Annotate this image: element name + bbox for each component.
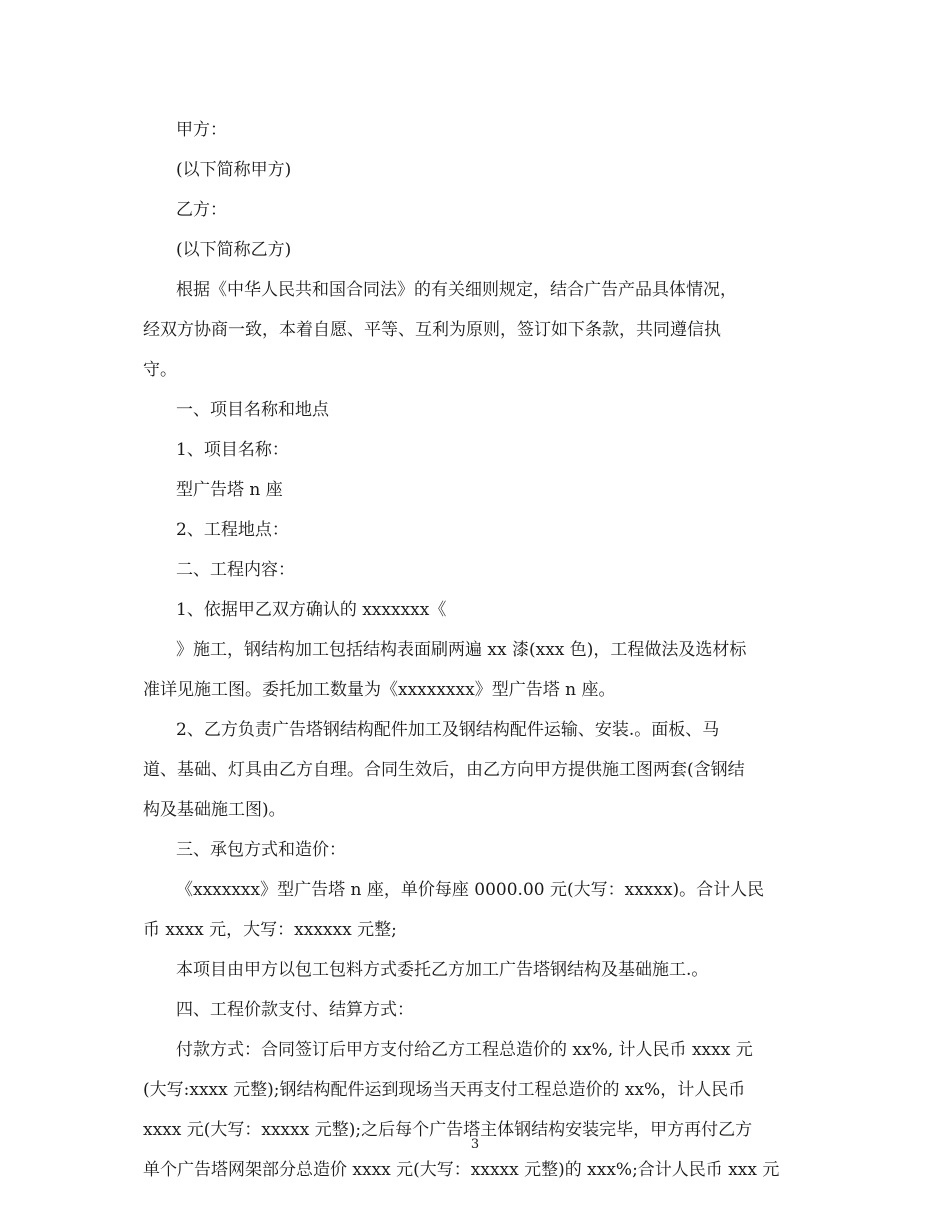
- document-body: [143, 117, 815, 1197]
- text-line: (以下简称甲方): [176, 160, 292, 180]
- text-line: 经双方协商一致，本着自愿、平等、互利为原则，签订如下条款，共同遵信执: [143, 320, 721, 340]
- text-line: 乙方：: [176, 200, 227, 220]
- text-line: 二、工程内容：: [176, 560, 295, 580]
- text-line: 1、依据甲乙双方确认的 xxxxxxx《: [176, 600, 447, 620]
- text-line: 型广告塔 n 座: [176, 480, 283, 500]
- text-line: 四、工程价款支付、结算方式：: [176, 1000, 414, 1020]
- text-line: 三、承包方式和造价：: [176, 840, 346, 860]
- text-line: 一、项目名称和地点: [176, 400, 329, 420]
- text-line: 2、乙方负责广告塔钢结构配件加工及钢结构配件运输、安装.。面板、马: [176, 720, 720, 740]
- text-line: 本项目由甲方以包工包料方式委托乙方加工广告塔钢结构及基础施工.。: [176, 960, 709, 980]
- text-line: xxxx 元(大写：xxxxx 元整);之后每个广告塔主体钢结构安装完毕，甲方再付乙方: [143, 1120, 753, 1140]
- text-line: 《xxxxxxx》型广告塔 n 座，单价每座 0000.00 元(大写：xxxxx)。合计人民: [176, 880, 765, 900]
- text-line: 道、基础、灯具由乙方自理。合同生效后，由乙方向甲方提供施工图两套(含钢结: [143, 760, 745, 780]
- text-line: 守。: [143, 360, 177, 380]
- text-line: 2、工程地点：: [176, 520, 289, 540]
- text-line: 单个广告塔网架部分总造价 xxxx 元(大写：xxxxx 元整)的 xxx%;合计人民币 xxx 元: [143, 1160, 780, 1180]
- text-line: (以下简称乙方): [176, 240, 292, 260]
- text-line: (大写:xxxx 元整);钢结构配件运到现场当天再支付工程总造价的 xx%，计人民币: [143, 1080, 746, 1100]
- text-line: 准详见施工图。委托加工数量为《xxxxxxxx》型广告塔 n 座。: [143, 680, 616, 700]
- text-line: 》施工，钢结构加工包括结构表面刷两遍 xx 漆(xxx 色)，工程做法及选材标: [176, 640, 747, 660]
- text-line: 构及基础施工图)。: [143, 800, 286, 820]
- text-line: 币 xxxx 元，大写：xxxxxx 元整;: [143, 920, 397, 940]
- text-line: 根据《中华人民共和国合同法》的有关细则规定，结合广告产品具体情况，: [176, 280, 737, 300]
- page-number: 3: [470, 1137, 480, 1152]
- text-line: 付款方式：合同签订后甲方支付给乙方工程总造价的 xx%, 计人民币 xxxx 元: [176, 1040, 753, 1060]
- text-line: 甲方：: [176, 120, 227, 140]
- text-line: 1、项目名称：: [176, 440, 289, 460]
